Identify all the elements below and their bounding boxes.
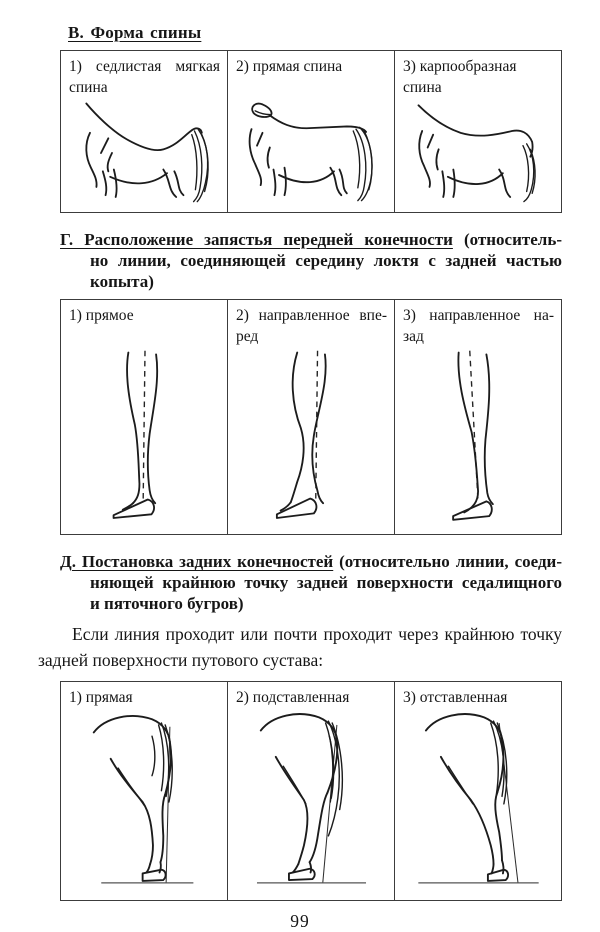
cell-label: спина [69,79,108,96]
hind-leg-camped-under-illustration [236,708,387,896]
cell-label: 3) отставленная [403,689,508,706]
table-cell-hind-camped-out [394,682,561,900]
cell-label: 1) седлистая мягкая [69,58,220,75]
cell-label: зад [403,328,424,345]
table-cell-knee-forward [227,300,394,534]
section-heading-hind-stance [60,551,562,614]
table-cell-hind-camped-under [227,682,394,900]
table-cell-knee-back [394,300,561,534]
cell-label: 2) подставленная [236,689,350,706]
table-cell-hind-straight [61,682,227,900]
horse-straight-back-illustration [237,98,387,208]
heading-line-3: и пяточного бугров) [90,594,244,613]
heading-line-1 [60,229,562,250]
paragraph-line-1: Если линия проходит или почти проходит через крайнюю точку [72,624,562,644]
table-cell-saddle-back [61,51,227,212]
heading-rest-text: (относитель- [452,230,562,249]
table-cell-straight-back [227,51,394,212]
intro-paragraph [38,621,562,673]
table-cell-carp-back [394,51,561,212]
heading-line-3: копыта) [90,272,154,291]
page-number: 99 [290,911,310,931]
heading-underlined-text: Д. Постановка задних конечностей [60,552,334,571]
heading-line-2: няющей крайнюю точку задней поверхности седалищного [90,573,562,592]
section-heading-front-knee [60,229,562,292]
heading-rest-text: (относительно линии, соеди- [333,552,562,571]
front-leg-straight-illustration [70,347,220,530]
cell-label: 2) направленное впе- [236,307,387,324]
section-heading-back-shape [68,22,562,43]
front-leg-knee-forward-illustration [237,347,387,530]
hind-leg-camped-out-illustration [403,708,554,896]
back-shape-table [60,50,562,213]
heading-line-2: но линии, соединяющей середину локтя с задней частью [90,251,562,270]
table-cell-knee-straight [61,300,227,534]
cell-label: 1) прямое [69,307,134,324]
cell-label: ред [236,328,259,345]
horse-carp-back-illustration [404,98,554,208]
cell-label: 2) прямая спина [236,58,343,75]
hind-leg-straight-illustration [69,708,220,896]
heading-underlined-text: Г. Расположение запястья передней конечности [60,230,453,249]
cell-label: спина [403,79,442,96]
heading-underlined-text: В. Форма спины [68,23,202,42]
hind-stance-table [60,681,562,901]
section-front-knee [38,229,562,535]
cell-label: 3) направленное на- [403,307,554,324]
front-leg-knee-back-illustration [404,347,554,530]
front-knee-table [60,299,562,535]
paragraph-line-2: задней поверхности путового сустава: [38,650,324,670]
cell-label: 3) карпообразная [403,58,517,75]
cell-label: 1) прямая [69,689,133,706]
heading-line-1 [60,551,562,572]
section-hind-stance [38,551,562,901]
horse-saddle-back-illustration [70,98,220,208]
